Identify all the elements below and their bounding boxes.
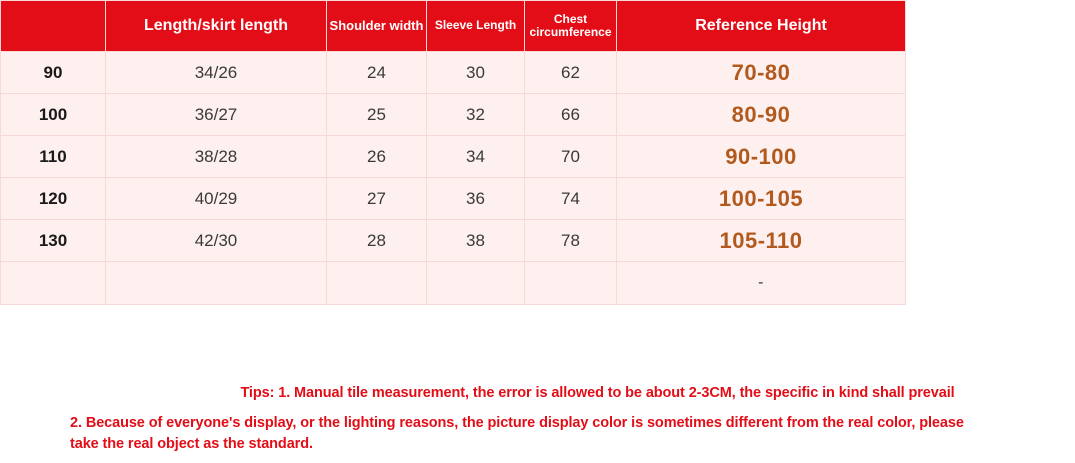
cell-size: 100 — [1, 94, 106, 136]
column-header-reference-height: Reference Height — [617, 1, 906, 52]
cell-sleeve — [427, 262, 525, 305]
table-row — [1, 220, 906, 262]
cell-height: 70-80 — [617, 52, 906, 94]
cell-length — [106, 262, 327, 305]
cell-length: 34/26 — [106, 52, 327, 94]
cell-chest: 70 — [525, 136, 617, 178]
cell-height: - — [617, 262, 906, 305]
table-header — [1, 1, 906, 52]
column-header-chest-circumference: Chest circumference — [525, 1, 617, 52]
note-measurement-tip: Tips: 1. Manual tile measurement, the error is allowed to be about 2-3CM, the specific in kind shall prevail — [240, 385, 955, 401]
cell-sleeve: 38 — [427, 220, 525, 262]
cell-sleeve: 34 — [427, 136, 525, 178]
table-body — [1, 52, 906, 305]
cell-chest: 78 — [525, 220, 617, 262]
cell-shoulder: 27 — [327, 178, 427, 220]
column-header-size — [1, 1, 106, 52]
cell-size: 120 — [1, 178, 106, 220]
cell-size: 110 — [1, 136, 106, 178]
note-color-tip: 2. Because of everyone's display, or the lighting reasons, the picture display color is sometimes different from the real color, please take the real object as the standard. — [70, 415, 964, 453]
cell-chest: 62 — [525, 52, 617, 94]
table-row — [1, 136, 906, 178]
cell-shoulder — [327, 262, 427, 305]
header-row — [1, 1, 906, 52]
cell-shoulder: 25 — [327, 94, 427, 136]
cell-height: 80-90 — [617, 94, 906, 136]
cell-shoulder: 26 — [327, 136, 427, 178]
notes-section — [0, 385, 1075, 455]
cell-length: 38/28 — [106, 136, 327, 178]
column-header-sleeve-length: Sleeve Length — [427, 1, 525, 52]
cell-shoulder: 24 — [327, 52, 427, 94]
table-row — [1, 94, 906, 136]
cell-height: 105-110 — [617, 220, 906, 262]
cell-sleeve: 32 — [427, 94, 525, 136]
cell-length: 36/27 — [106, 94, 327, 136]
cell-chest — [525, 262, 617, 305]
cell-chest: 66 — [525, 94, 617, 136]
cell-size: 130 — [1, 220, 106, 262]
cell-size: 90 — [1, 52, 106, 94]
cell-sleeve: 30 — [427, 52, 525, 94]
table-row — [1, 178, 906, 220]
column-header-shoulder-width: Shoulder width — [327, 1, 427, 52]
cell-length: 40/29 — [106, 178, 327, 220]
cell-height: 90-100 — [617, 136, 906, 178]
cell-shoulder: 28 — [327, 220, 427, 262]
column-header-length: Length/skirt length — [106, 1, 327, 52]
cell-height: 100-105 — [617, 178, 906, 220]
cell-chest: 74 — [525, 178, 617, 220]
cell-length: 42/30 — [106, 220, 327, 262]
cell-sleeve: 36 — [427, 178, 525, 220]
cell-size — [1, 262, 106, 305]
table-row — [1, 262, 906, 305]
table-row — [1, 52, 906, 94]
